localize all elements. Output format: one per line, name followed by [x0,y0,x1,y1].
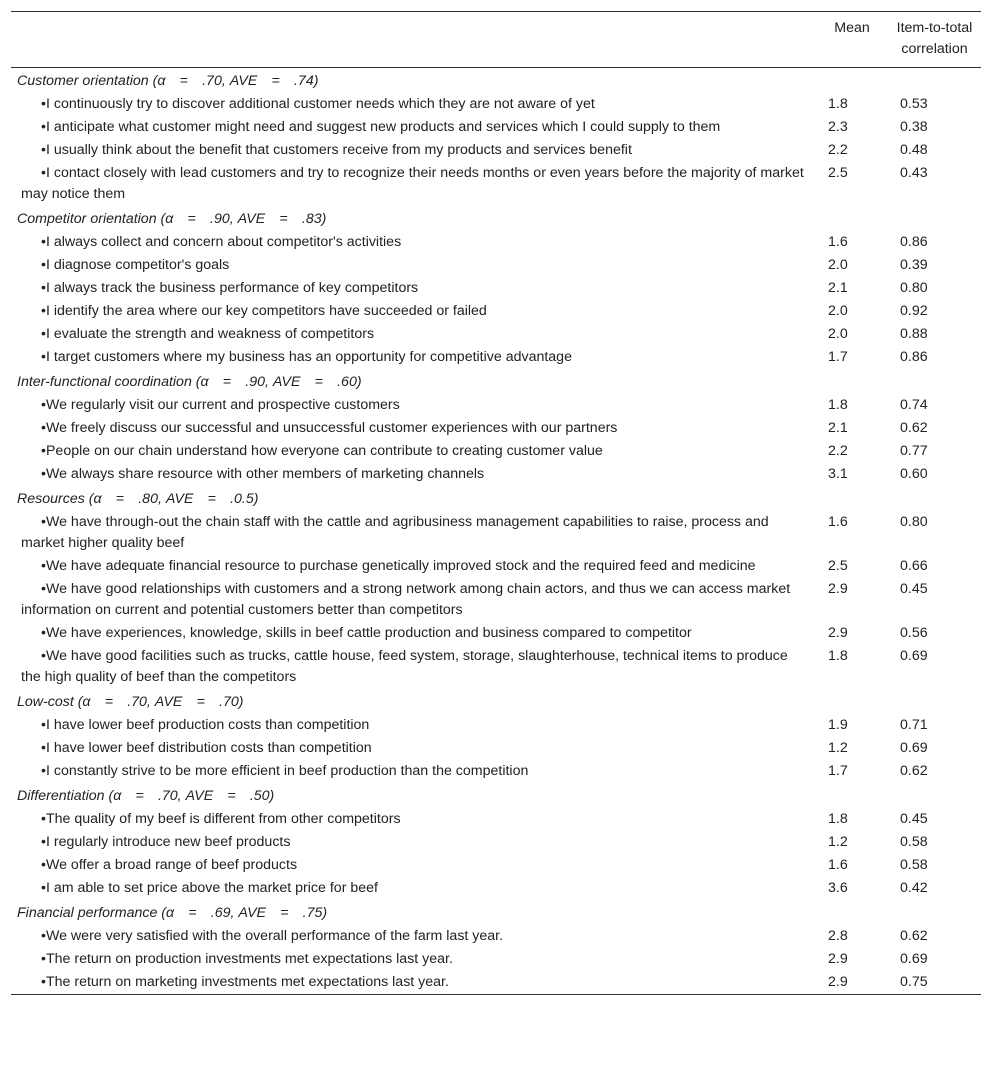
item-mean: 2.2 [828,443,848,459]
item-mean: 3.1 [828,466,848,482]
item-mean: 2.1 [828,280,848,296]
section-title: Resources (α = .80, AVE = .0.5) [17,491,259,507]
header-row [11,12,981,68]
table-row [11,925,981,948]
item-text: •The quality of my beef is different from other competitors [41,811,401,827]
item-correlation: 0.88 [900,326,928,342]
section-row [11,206,981,231]
table-row [11,737,981,760]
item-mean: 2.5 [828,558,848,574]
item-text: •I usually think about the benefit that customers receive from my products and services benefit [41,142,632,158]
table-row [11,760,981,783]
item-correlation: 0.86 [900,349,928,365]
table-row [11,394,981,417]
item-text: •I anticipate what customer might need and suggest new products and services which I could supply to them [41,119,721,135]
item-text: •We were very satisfied with the overall performance of the farm last year. [41,928,504,944]
item-correlation: 0.45 [900,811,928,827]
item-mean: 1.9 [828,717,848,733]
item-mean: 1.7 [828,349,848,365]
item-correlation: 0.92 [900,303,928,319]
section-title: Customer orientation (α = .70, AVE = .74) [17,73,319,89]
item-correlation: 0.48 [900,142,928,158]
item-mean: 2.0 [828,257,848,273]
header-mean: Mean [834,20,870,36]
section-title: Competitor orientation (α = .90, AVE = .83) [17,211,327,227]
table-row [11,463,981,486]
item-text: •We have adequate financial resource to purchase genetically improved stock and the required feed and medicine [41,558,756,574]
item-correlation: 0.80 [900,280,928,296]
item-text: •I am able to set price above the market price for beef [41,880,378,896]
item-mean: 2.5 [828,165,848,181]
item-text: •I contact closely with lead customers and try to recognize their needs months or even years before the majority of market may notice them [21,165,804,202]
item-correlation: 0.38 [900,119,928,135]
item-mean: 2.0 [828,326,848,342]
table-row [11,622,981,645]
measurement-table [11,11,981,995]
data-table [11,11,981,995]
section-title: Financial performance (α = .69, AVE = .75) [17,905,328,921]
table-row [11,948,981,971]
item-correlation: 0.58 [900,834,928,850]
table-row [11,645,981,689]
item-text: •We have experiences, knowledge, skills in beef cattle production and business compared to competitor [41,625,692,641]
item-correlation: 0.62 [900,420,928,436]
item-text: •I continuously try to discover additional customer needs which they are not aware of yet [41,96,595,112]
table-row [11,300,981,323]
table-row [11,808,981,831]
table-body [11,68,981,995]
item-mean: 2.9 [828,974,848,990]
item-text: •People on our chain understand how everyone can contribute to creating customer value [41,443,603,459]
item-text: •I target customers where my business has an opportunity for competitive advantage [41,349,572,365]
item-correlation: 0.66 [900,558,928,574]
section-row [11,900,981,925]
item-text: •We offer a broad range of beef products [41,857,298,873]
item-mean: 1.7 [828,763,848,779]
item-correlation: 0.39 [900,257,928,273]
section-row [11,689,981,714]
item-mean: 1.2 [828,740,848,756]
item-text: •We have good relationships with customers and a strong network among chain actors, and thus we can access market information on current and potential customers better than competitors [21,581,791,618]
item-mean: 2.0 [828,303,848,319]
table-row [11,877,981,900]
item-mean: 1.8 [828,648,848,664]
table-row [11,831,981,854]
item-text: •We always share resource with other members of marketing channels [41,466,485,482]
item-correlation: 0.62 [900,928,928,944]
table-row [11,116,981,139]
item-correlation: 0.62 [900,763,928,779]
item-mean: 3.6 [828,880,848,896]
item-text: •I have lower beef distribution costs than competition [41,740,372,756]
item-correlation: 0.58 [900,857,928,873]
section-row [11,68,981,94]
table-row [11,162,981,206]
item-mean: 2.2 [828,142,848,158]
item-text: •We freely discuss our successful and unsuccessful customer experiences with our partners [41,420,618,436]
item-mean: 1.2 [828,834,848,850]
item-mean: 1.6 [828,234,848,250]
section-row [11,486,981,511]
item-correlation: 0.75 [900,974,928,990]
item-correlation: 0.69 [900,648,928,664]
table-row [11,417,981,440]
item-mean: 1.8 [828,811,848,827]
item-correlation: 0.42 [900,880,928,896]
item-mean: 2.9 [828,625,848,641]
item-text: •I evaluate the strength and weakness of competitors [41,326,375,342]
item-mean: 1.8 [828,397,848,413]
item-text: •I regularly introduce new beef products [41,834,291,850]
item-correlation: 0.86 [900,234,928,250]
item-correlation: 0.71 [900,717,928,733]
item-text: •We have through-out the chain staff with the cattle and agribusiness management capabilities to raise, process and market higher quality beef [21,514,769,551]
item-mean: 2.8 [828,928,848,944]
item-correlation: 0.60 [900,466,928,482]
item-correlation: 0.56 [900,625,928,641]
item-mean: 2.9 [828,581,848,597]
header-item [11,12,816,68]
table-row [11,93,981,116]
section-title: Inter-functional coordination (α = .90, AVE = .60) [17,374,362,390]
item-correlation: 0.45 [900,581,928,597]
item-text: •The return on marketing investments met expectations last year. [41,974,449,990]
table-row [11,346,981,369]
table-header [11,12,981,68]
item-correlation: 0.43 [900,165,928,181]
item-correlation: 0.69 [900,740,928,756]
item-text: •I have lower beef production costs than competition [41,717,370,733]
item-correlation: 0.69 [900,951,928,967]
section-row [11,783,981,808]
item-text: •The return on production investments met expectations last year. [41,951,453,967]
item-mean: 2.3 [828,119,848,135]
item-mean: 1.6 [828,514,848,530]
table-row [11,254,981,277]
table-row [11,555,981,578]
table-row [11,139,981,162]
table-row [11,440,981,463]
item-mean: 2.1 [828,420,848,436]
item-text: •I diagnose competitor's goals [41,257,230,273]
table-row [11,578,981,622]
item-correlation: 0.74 [900,397,928,413]
table-row [11,277,981,300]
header-correlation: Item-to-total correlation [896,20,973,57]
table-row [11,971,981,995]
item-mean: 1.8 [828,96,848,112]
item-correlation: 0.77 [900,443,928,459]
item-mean: 2.9 [828,951,848,967]
section-title: Differentiation (α = .70, AVE = .50) [17,788,275,804]
item-text: •I always collect and concern about competitor's activities [41,234,402,250]
item-correlation: 0.53 [900,96,928,112]
item-mean: 1.6 [828,857,848,873]
table-row [11,231,981,254]
table-row [11,323,981,346]
item-text: •I constantly strive to be more efficient in beef production than the competition [41,763,529,779]
item-text: •I always track the business performance of key competitors [41,280,419,296]
item-text: •We have good facilities such as trucks, cattle house, feed system, storage, slaughterhouse, technical items to produce the high quality of beef than the competitors [21,648,788,685]
item-text: •We regularly visit our current and prospective customers [41,397,400,413]
item-correlation: 0.80 [900,514,928,530]
section-title: Low-cost (α = .70, AVE = .70) [17,694,244,710]
table-row [11,714,981,737]
item-text: •I identify the area where our key competitors have succeeded or failed [41,303,487,319]
table-row [11,511,981,555]
section-row [11,369,981,394]
table-row [11,854,981,877]
